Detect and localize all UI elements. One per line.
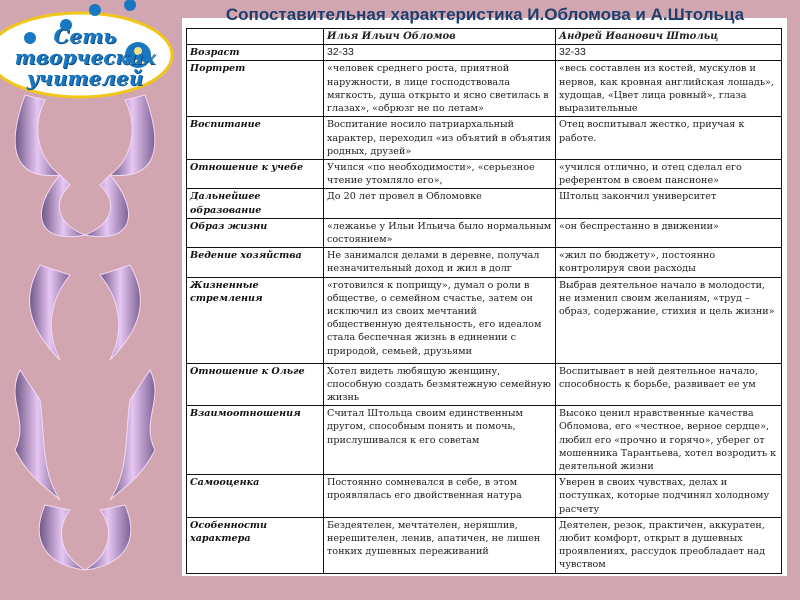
row-aspect: Отношение к Ольге bbox=[187, 363, 324, 406]
table-row bbox=[187, 218, 782, 247]
cell-stolz: Воспитывает в ней деятельное начало, способность к борьбе, развивает ее ум bbox=[556, 363, 782, 406]
row-aspect: Самооценка bbox=[187, 475, 324, 518]
ornament-horn bbox=[15, 370, 60, 500]
cell-stolz: «весь составлен из костей, мускулов и нервов, как кровная английская лошадь», худощав, «Цвет лица ровный», глаза выразительные bbox=[556, 61, 782, 117]
cell-stolz: Отец воспитывал жестко, приучая к работе. bbox=[556, 117, 782, 160]
cell-stolz: «учился отлично, и отец сделал его референтом в своем пансионе» bbox=[556, 160, 782, 189]
cell-oblomov: Хотел видеть любящую женщину, способную создать безмятежную семейную жизнь bbox=[324, 363, 556, 406]
cell-oblomov: Воспитание носило патриархальный характер, переходил «из объятий в объятия родных, друзей» bbox=[324, 117, 556, 160]
table-row bbox=[187, 189, 782, 218]
table-row bbox=[187, 406, 782, 475]
row-aspect: Возраст bbox=[187, 45, 324, 61]
row-aspect: Образ жизни bbox=[187, 218, 324, 247]
table-row bbox=[187, 248, 782, 277]
column-header-oblomov: Илья Ильич Обломов bbox=[324, 29, 556, 45]
ornament-horn bbox=[39, 505, 85, 570]
row-aspect: Воспитание bbox=[187, 117, 324, 160]
table-row bbox=[187, 117, 782, 160]
cell-oblomov: «человек среднего роста, приятной наружности, в лице господствовала мягкость, душа открыто и ясно светилась в глазах», «обрюзг не по летам» bbox=[324, 61, 556, 117]
cell-stolz: «он беспрестанно в движении» bbox=[556, 218, 782, 247]
cell-stolz: Штольц закончил университет bbox=[556, 189, 782, 218]
ornament-horn bbox=[30, 265, 70, 360]
row-aspect: Ведение хозяйства bbox=[187, 248, 324, 277]
column-header-stolz: Андрей Иванович Штольц bbox=[556, 29, 782, 45]
column-header-aspect bbox=[187, 29, 324, 45]
ornament-horn bbox=[110, 370, 155, 500]
cell-stolz: Деятелен, резок, практичен, аккуратен, любит комфорт, открыт в душевных проявлениях, рассудок преобладает над чувством bbox=[556, 517, 782, 573]
table-row bbox=[187, 277, 782, 363]
logo-line: Сеть bbox=[53, 24, 117, 48]
cell-oblomov: Учился «по необходимости», «серьезное чтение утомляло его», bbox=[324, 160, 556, 189]
ornament-horn bbox=[85, 175, 129, 237]
cell-oblomov: Считал Штольца своим единственным другом, способным понять и помочь, прислушивался к его советам bbox=[324, 406, 556, 475]
cell-stolz: Выбрав деятельное начало в молодости, не изменил своим желаниям, «труд – образ, содержание, стихия и цель жизни» bbox=[556, 277, 782, 363]
cell-stolz: «жил по бюджету», постоянно контролируя свои расходы bbox=[556, 248, 782, 277]
comparison-table bbox=[186, 28, 782, 574]
cell-oblomov: «готовился к поприщу», думал о роли в обществе, о семейном счастье, затем он исключил из своих мечтаний общественную деятельность, его идеалом стала беспечная жизнь в единении с природой, семьей, друзьями bbox=[324, 277, 556, 363]
cell-oblomov: Бездеятелен, мечтателен, неряшлив, нерешителен, ленив, апатичен, не лишен тонких душевных переживаний bbox=[324, 517, 556, 573]
row-aspect: Особенности характера bbox=[187, 517, 324, 573]
table-row bbox=[187, 475, 782, 518]
page-title: Сопоставительная характеристика И.Обломова и А.Штольца bbox=[225, 5, 745, 24]
cell-oblomov: Не занимался делами в деревне, получал незначительный доход и жил в долг bbox=[324, 248, 556, 277]
table-row bbox=[187, 61, 782, 117]
site-logo[interactable] bbox=[0, 0, 180, 100]
cell-stolz: 32-33 bbox=[556, 45, 782, 61]
bottom-band bbox=[182, 576, 787, 600]
cell-oblomov: До 20 лет провел в Обломовке bbox=[324, 189, 556, 218]
row-aspect: Портрет bbox=[187, 61, 324, 117]
ornament-horn bbox=[15, 95, 60, 176]
row-aspect: Взаимоотношения bbox=[187, 406, 324, 475]
ornament-horn bbox=[41, 175, 85, 237]
cell-oblomov: «лежанье у Ильи Ильича было нормальным состоянием» bbox=[324, 218, 556, 247]
table-row bbox=[187, 517, 782, 573]
ornament-horn bbox=[110, 95, 155, 176]
row-aspect: Жизненные стремления bbox=[187, 277, 324, 363]
ornament-horn bbox=[85, 505, 131, 570]
cell-oblomov: Постоянно сомневался в себе, в этом проявлялась его двойственная натура bbox=[324, 475, 556, 518]
table-row bbox=[187, 160, 782, 189]
cell-stolz: Уверен в своих чувствах, делах и поступках, которые подчинял холодному расчету bbox=[556, 475, 782, 518]
logo-line: учителей bbox=[26, 66, 144, 90]
table-row bbox=[187, 363, 782, 406]
table-row bbox=[187, 45, 782, 61]
row-aspect: Дальнейшее образование bbox=[187, 189, 324, 218]
logo-line: творческих bbox=[14, 45, 156, 69]
row-aspect: Отношение к учебе bbox=[187, 160, 324, 189]
cell-oblomov: 32-33 bbox=[324, 45, 556, 61]
table-header-row bbox=[187, 29, 782, 45]
ornament-horn bbox=[100, 265, 140, 360]
logo-title bbox=[0, 26, 170, 89]
cell-stolz: Высоко ценил нравственные качества Обломова, его «честное, верное сердце», любил его «прочно и горячо», уберег от мошенника Тарантьева, хотел возродить к деятельной жизни bbox=[556, 406, 782, 475]
